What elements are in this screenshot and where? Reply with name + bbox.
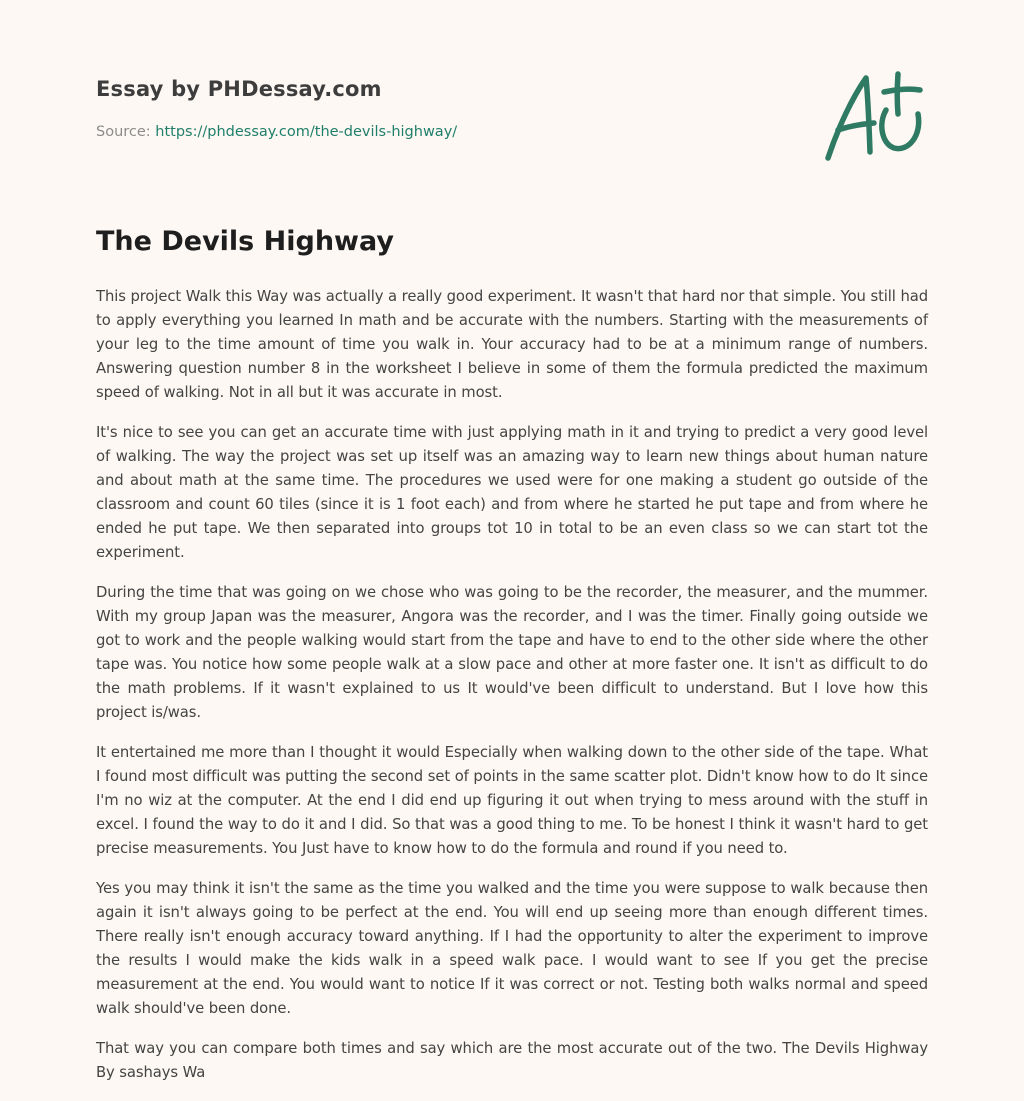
site-title: Essay by PHDessay.com — [96, 77, 382, 101]
essay-paragraph: It's nice to see you can get an accurate time with just applying math in it and trying to predict a very good level of walking. The way the project was set up itself was an amazing way to learn new things about human nature and about math at the same time. The procedures we used were for one making a student go outside of the classroom and count 60 tiles (since it is 1 foot each) and from where he started he put tape and from where he ended he put tape. We then separated into groups tot 10 in total to be an even class so we can start tot the experiment. — [96, 424, 928, 561]
source-line — [96, 124, 457, 140]
header — [96, 0, 928, 190]
source-link[interactable]: https://phdessay.com/the-devils-highway/ — [155, 124, 458, 140]
essay-paragraph: This project Walk this Way was actually a really good experiment. It wasn't that hard nor that simple. You still had to apply everything you learned In math and be accurate with the numbers. Starting with the measurements of your leg to the time amount of time you walk in. Your accuracy had to be at a minimum range of numbers. Answering question number 8 in the worksheet I believe in some of them the formula predicted the maximum speed of walking. Not in all but it was accurate in most. — [96, 288, 928, 401]
essay-paragraph: During the time that was going on we chose who was going to be the recorder, the measurer, and the mummer. With my group Japan was the measurer, Angora was the recorder, and I was the timer. Finally going outside we got to work and the people walking would start from the tape and have to end to the other side where the other tape was. You notice how some people walk at a slow pace and other at more faster one. It isn't as difficult to do the math problems. If it wasn't explained to us It would've been difficult to understand. But I love how this project is/was. — [96, 584, 928, 721]
source-label: Source: — [96, 124, 151, 140]
a-plus-logo-icon — [822, 68, 928, 164]
essay-page — [96, 0, 928, 1081]
essay-paragraph: It entertained me more than I thought it would Especially when walking down to the other side of the tape. What I found most difficult was putting the second set of points in the same scatter plot. Didn't know how to do It since I'm no wiz at the computer. At the end I did end up figuring it out when trying to mess around with the stuff in excel. I found the way to do it and I did. So that was a good thing to me. To be honest I think it wasn't hard to get precise measurements. You Just have to know how to do the formula and round if you need to. — [96, 744, 928, 857]
essay-title: The Devils Highway — [96, 226, 394, 257]
essay-paragraph: That way you can compare both times and say which are the most accurate out of the two. The Devils Highway By sashays Wa — [96, 1040, 928, 1081]
essay-body — [96, 285, 928, 1101]
essay-paragraph: Yes you may think it isn't the same as the time you walked and the time you were suppose to walk because then again it isn't always going to be perfect at the end. You will end up seeing more than enough different times. There really isn't enough accuracy toward anything. If I had the opportunity to alter the experiment to improve the results I would make the kids walk in a speed walk pace. I would want to see If you get the precise measurement at the end. You would want to notice If it was correct or not. Testing both walks normal and speed walk should've been done. — [96, 880, 928, 1017]
